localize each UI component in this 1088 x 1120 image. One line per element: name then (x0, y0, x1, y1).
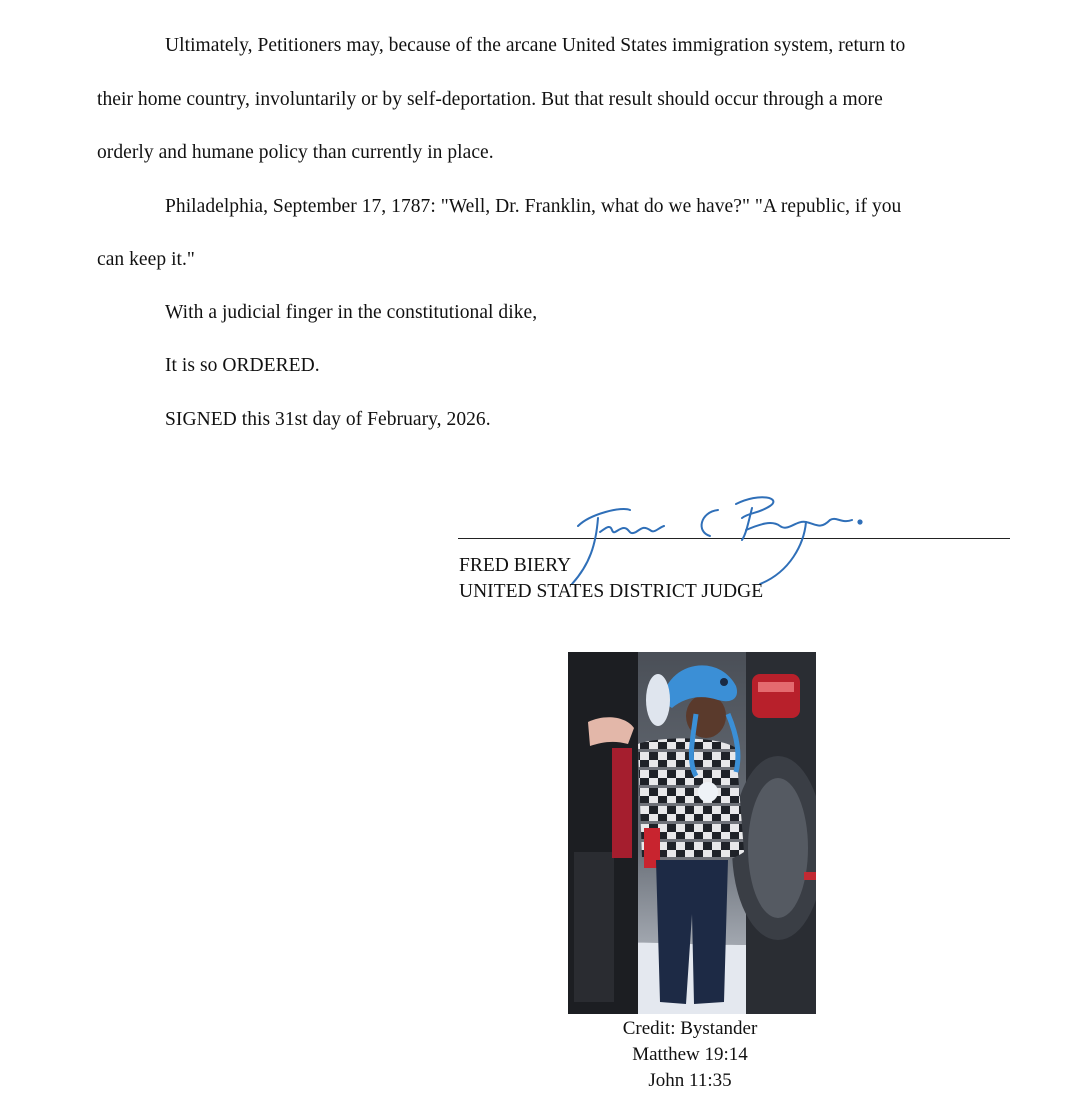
paragraph-line: orderly and humane policy than currently in place. (97, 142, 494, 163)
paragraph-line: their home country, involuntarily or by self-deportation. But that result should occur through a more (97, 89, 883, 110)
paragraph-line: can keep it." (97, 249, 195, 270)
paragraph-line: Philadelphia, September 17, 1787: "Well, Dr. Franklin, what do we have?" "A republic, if you (165, 196, 902, 217)
judge-name: FRED BIERY (459, 555, 572, 576)
caption-verse: Matthew 19:14 (632, 1044, 748, 1065)
paragraph-line: With a judicial finger in the constitutional dike, (165, 302, 538, 323)
paragraph-line: Ultimately, Petitioners may, because of the arcane United States immigration system, return to (165, 35, 906, 56)
signed-date-line: SIGNED this 31st day of February, 2026. (165, 409, 491, 430)
photo-credit: Credit: Bystander (622, 1018, 758, 1039)
photo-child-in-winter-hat (568, 652, 816, 1014)
judge-title: UNITED STATES DISTRICT JUDGE (459, 581, 764, 602)
caption-verse: John 11:35 (648, 1070, 732, 1091)
ordered-line: It is so ORDERED. (165, 355, 320, 376)
